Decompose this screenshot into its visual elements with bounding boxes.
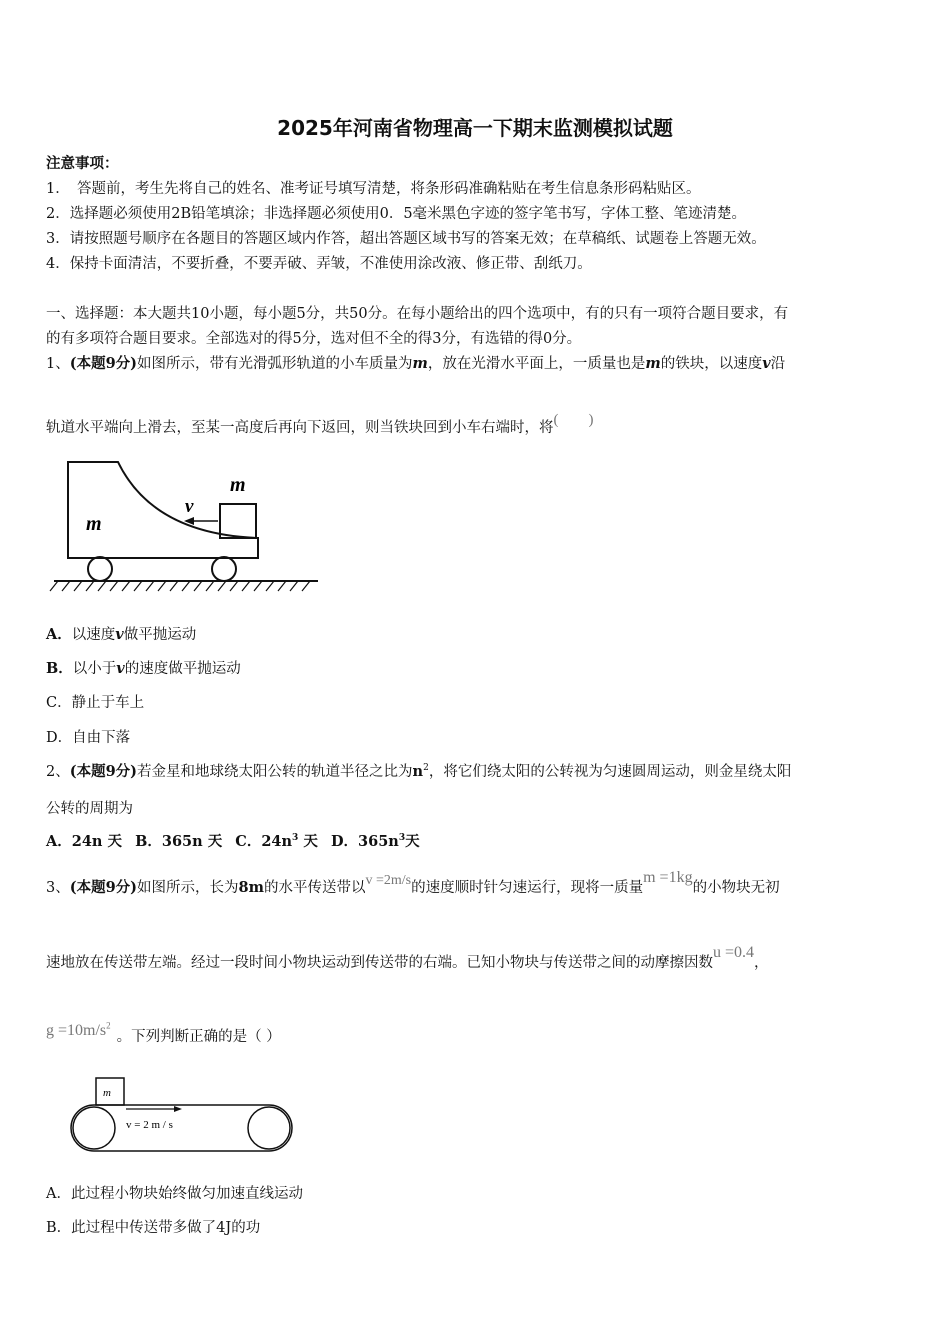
q2-option-c-pre: C．24n xyxy=(235,833,293,850)
q1-option-b-key: B． xyxy=(46,660,73,677)
q3-gravity-exp: 2 xyxy=(106,1020,111,1031)
q1-var-m: m xyxy=(412,355,428,372)
q3-gravity-expr xyxy=(46,1022,111,1039)
q2-text-b: ，将它们绕太阳的公转视为匀速圆周运动，则金星绕太阳 xyxy=(428,764,792,780)
conveyor-belt xyxy=(71,1105,292,1151)
q2-option-d-exp: 3 xyxy=(398,833,406,844)
q2-stem-line2: 公转的周期为 xyxy=(46,801,133,817)
q1-var-m-2: m xyxy=(645,355,661,372)
notice-item-1: 1． 答题前，考生先将自己的姓名、准考证号填写清楚，将条形码准确粘贴在考生信息条形码粘贴区。 xyxy=(46,181,701,197)
q1-stem-line2 xyxy=(46,412,594,437)
q3-option-b: B．此过程中传送带多做了4J的功 xyxy=(46,1220,261,1236)
label-cart-mass: m xyxy=(86,513,102,535)
q3-text-c: 的速度顺时针匀速运行，现将一质量 xyxy=(411,880,644,896)
q3-velocity-expr: v =2m/s xyxy=(365,873,412,888)
q1-text-c: 的铁块，以速度 xyxy=(660,356,763,372)
q1-cart-figure xyxy=(48,458,323,598)
q3-comma: ， xyxy=(754,955,769,971)
q1-text-a: 如图所示，带有光滑弧形轨道的小车质量为 xyxy=(137,356,413,372)
q1-text-d: 沿 xyxy=(770,356,786,372)
q2-option-b: B．365n 天 xyxy=(135,833,223,850)
pulley-left xyxy=(73,1107,115,1149)
label-velocity: v xyxy=(185,496,194,517)
section1-line2: 的有多项符合题目要求。全部选对的得5分，选对但不全的得3分，有选错的得0分。 xyxy=(46,331,582,347)
q2-option-c-post: 天 xyxy=(298,833,318,850)
q1-text-line2: 轨道水平端向上滑去，至某一高度后再向下返回，则当铁块回到小车右端时，将 xyxy=(46,420,554,436)
section1-line1: 一、选择题：本大题共10小题，每小题5分，共50分。在每小题给出的四个选项中，有的只有一项符合题目要求，有 xyxy=(46,306,789,322)
q2-option-a: A．24n 天 xyxy=(46,833,123,850)
q1-option-d: D．自由下落 xyxy=(46,730,131,746)
q1-option-c: C．静止于车上 xyxy=(46,695,145,711)
q3-text-b: 的水平传送带以 xyxy=(263,880,366,896)
q1-option-b-pre: 以小于 xyxy=(72,661,117,677)
notice-item-2: 2．选择题必须使用2B铅笔填涂；非选择题必须使用0．5毫米黑色字迹的签字笔书写，字体工整、笔迹清楚。 xyxy=(46,206,747,222)
q1-stem-line1 xyxy=(46,352,785,373)
q1-option-b-post: 的速度做平抛运动 xyxy=(124,661,241,677)
q1-option-a-var: v xyxy=(115,626,124,643)
ground-hatching xyxy=(50,581,310,591)
q3-text-line2: 速地放在传送带左端。经过一段时间小物块运动到传送带的右端。已知小物块与传送带之间的动摩擦因数 xyxy=(46,955,713,971)
q3-stem-line2 xyxy=(46,944,769,972)
label-belt-velocity: v = 2 m / s xyxy=(126,1119,173,1131)
q3-option-a: A．此过程小物块始终做匀加速直线运动 xyxy=(46,1186,303,1202)
q3-mass-expr: m =1kg xyxy=(643,869,693,886)
q2-option-c-exp: 3 xyxy=(292,833,299,844)
q3-text-a: 如图所示，长为 xyxy=(137,880,239,896)
label-block-mass: m xyxy=(103,1087,111,1099)
q1-option-a-key: A． xyxy=(46,626,72,643)
notice-item-4: 4．保持卡面清洁，不要折叠，不要弄破、弄皱，不准使用涂改液、修正带、刮纸刀。 xyxy=(46,256,592,272)
q1-option-b-var: v xyxy=(116,660,125,677)
notice-item-3: 3．请按照题号顺序在各题目的答题区域内作答，超出答题区域书写的答案无效；在草稿纸、试题卷上答题无效。 xyxy=(46,231,766,247)
belt-velocity-arrowhead xyxy=(174,1106,182,1112)
q3-text-d: 的小物块无初 xyxy=(692,880,780,896)
q3-text-line3: 。下列判断正确的是（ ） xyxy=(116,1029,281,1045)
pulley-right xyxy=(248,1107,290,1149)
q3-gravity-base: g =10m/s xyxy=(46,1022,107,1039)
q2-ratio-exp: 2 xyxy=(423,763,429,774)
q2-option-d xyxy=(331,833,420,850)
q2-options xyxy=(46,830,420,851)
q1-tag: (本题9分) xyxy=(69,355,138,372)
q3-tag: (本题9分) xyxy=(69,879,138,896)
q2-ratio-base: n xyxy=(412,763,424,780)
q3-number: 3、 xyxy=(46,880,70,896)
cart-wheel-left xyxy=(88,557,112,581)
q3-stem-line3 xyxy=(46,1020,281,1046)
notice-heading: 注意事项： xyxy=(46,155,119,172)
q2-text-a: 若金星和地球绕太阳公转的轨道半径之比为 xyxy=(137,764,413,780)
q3-conveyor-figure xyxy=(68,1074,298,1160)
q1-option-a xyxy=(46,623,196,644)
q1-text-b: ，放在光滑水平面上，一质量也是 xyxy=(427,356,646,372)
q1-option-a-pre: 以速度 xyxy=(71,627,116,643)
iron-block xyxy=(220,504,256,538)
q2-option-d-pre: D．365n xyxy=(330,833,399,850)
q3-length: 8m xyxy=(238,879,264,896)
page-title: 2025年河南省物理高一下期末监测模拟试题 xyxy=(277,116,673,140)
q2-tag: (本题9分) xyxy=(69,763,138,780)
q1-option-b xyxy=(46,657,241,678)
q1-answer-paren: ( ) xyxy=(553,412,594,428)
q3-friction-expr: u =0.4 xyxy=(713,944,755,961)
q2-number: 2、 xyxy=(46,764,70,780)
q1-var-v: v xyxy=(762,355,771,372)
q3-stem-line1 xyxy=(46,869,780,897)
cart-wheel-right xyxy=(212,557,236,581)
q2-option-c xyxy=(235,833,318,850)
q2-option-d-post: 天 xyxy=(405,833,420,850)
q1-number: 1、 xyxy=(46,356,70,372)
q1-option-a-post: 做平抛运动 xyxy=(123,627,197,643)
q2-stem-line1 xyxy=(46,760,791,781)
label-block-mass: m xyxy=(230,474,246,496)
